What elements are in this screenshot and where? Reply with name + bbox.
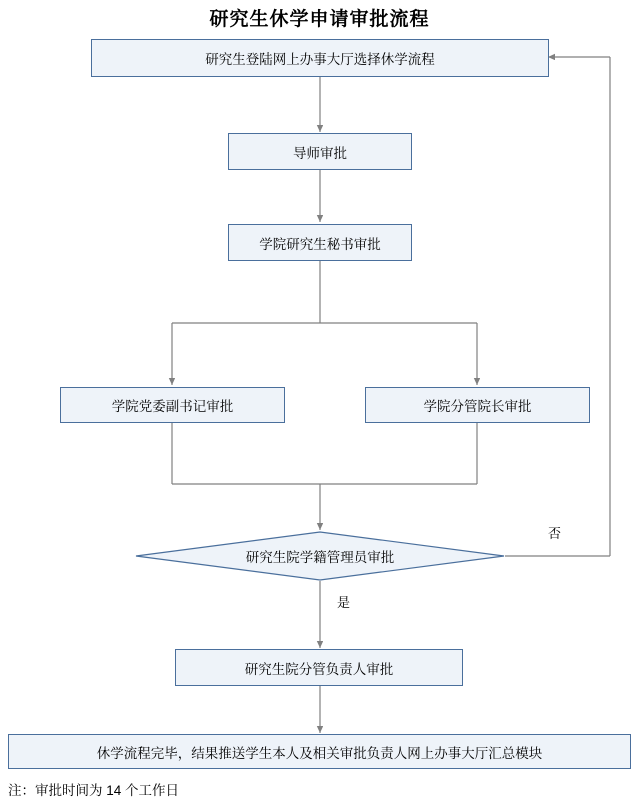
footer-note: 注：审批时间为 14 个工作日 [8,783,180,798]
page-title: 研究生休学申请审批流程 [209,9,430,30]
node-secretary-approval[interactable]: 学院研究生秘书审批 [228,224,412,261]
node-vice-dean-approval[interactable]: 学院分管院长审批 [365,387,590,423]
node-grad-school-head-approval[interactable]: 研究生院分管负责人审批 [175,649,463,686]
edge-label-no: 否 [548,526,562,541]
decision-label: 研究生院学籍管理员审批 [245,550,395,565]
node-advisor-approval[interactable]: 导师审批 [228,133,412,170]
node-party-secretary-approval[interactable]: 学院党委副书记审批 [60,387,285,423]
node-process-finish[interactable]: 休学流程完毕，结果推送学生本人及相关审批负责人网上办事大厅汇总模块 [8,734,631,769]
edge-label-yes: 是 [337,595,351,610]
node-start[interactable]: 研究生登陆网上办事大厅选择休学流程 [91,39,549,77]
node-registrar-approval-decision[interactable] [135,531,505,581]
